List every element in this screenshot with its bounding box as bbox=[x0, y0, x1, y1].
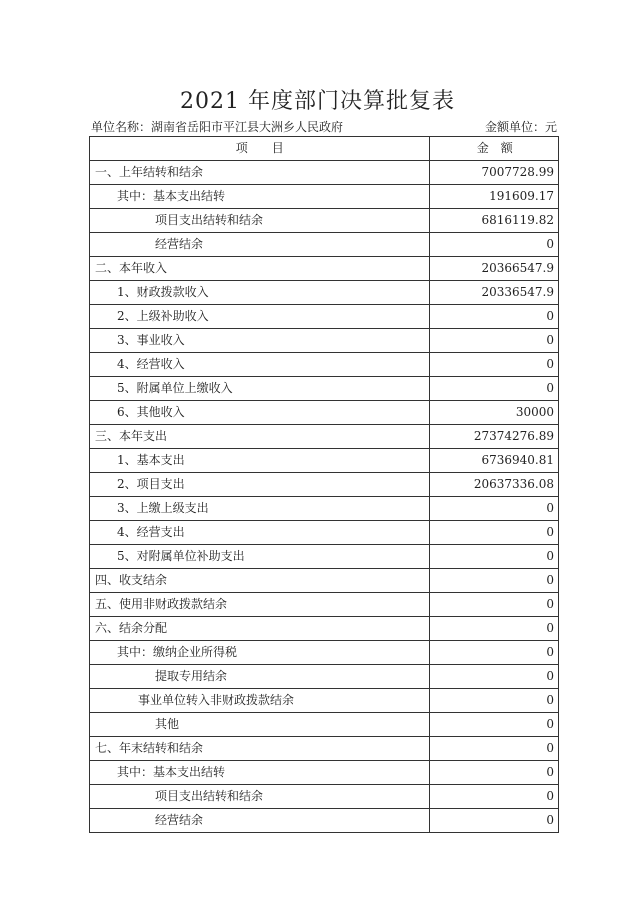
row-label: 1、基本支出 bbox=[90, 449, 430, 473]
row-amount: 20366547.9 bbox=[430, 257, 559, 281]
table-row bbox=[90, 617, 559, 641]
row-label: 一、上年结转和结余 bbox=[90, 161, 430, 185]
row-amount: 0 bbox=[430, 689, 559, 713]
table-row bbox=[90, 737, 559, 761]
table-row bbox=[90, 665, 559, 689]
row-label: 5、附属单位上缴收入 bbox=[90, 377, 430, 401]
row-label: 5、对附属单位补助支出 bbox=[90, 545, 430, 569]
table-row bbox=[90, 545, 559, 569]
row-label: 2、项目支出 bbox=[90, 473, 430, 497]
table-row bbox=[90, 425, 559, 449]
header-item: 项 目 bbox=[90, 137, 430, 161]
table-row bbox=[90, 761, 559, 785]
row-amount: 20637336.08 bbox=[430, 473, 559, 497]
table-row bbox=[90, 569, 559, 593]
row-label: 经营结余 bbox=[90, 809, 430, 833]
row-label: 3、事业收入 bbox=[90, 329, 430, 353]
row-label: 二、本年收入 bbox=[90, 257, 430, 281]
row-label: 六、结余分配 bbox=[90, 617, 430, 641]
row-amount: 0 bbox=[430, 545, 559, 569]
row-amount: 0 bbox=[430, 809, 559, 833]
row-amount: 30000 bbox=[430, 401, 559, 425]
row-amount: 0 bbox=[430, 233, 559, 257]
row-amount: 0 bbox=[430, 521, 559, 545]
row-label: 三、本年支出 bbox=[90, 425, 430, 449]
row-label: 项目支出结转和结余 bbox=[90, 785, 430, 809]
row-label: 4、经营收入 bbox=[90, 353, 430, 377]
row-label: 项目支出结转和结余 bbox=[90, 209, 430, 233]
table-row bbox=[90, 497, 559, 521]
row-label: 1、财政拨款收入 bbox=[90, 281, 430, 305]
table-row bbox=[90, 521, 559, 545]
unit-name: 单位名称：湖南省岳阳市平江县大洲乡人民政府 bbox=[91, 120, 344, 134]
row-amount: 0 bbox=[430, 665, 559, 689]
table-header-row bbox=[90, 137, 559, 161]
row-amount: 0 bbox=[430, 713, 559, 737]
row-label: 其他 bbox=[90, 713, 430, 737]
header-amount: 金 额 bbox=[430, 137, 559, 161]
table-row bbox=[90, 449, 559, 473]
row-amount: 27374276.89 bbox=[430, 425, 559, 449]
row-label: 2、上级补助收入 bbox=[90, 305, 430, 329]
row-amount: 0 bbox=[430, 329, 559, 353]
table-row bbox=[90, 809, 559, 833]
row-label: 七、年末结转和结余 bbox=[90, 737, 430, 761]
row-amount: 191609.17 bbox=[430, 185, 559, 209]
budget-approval-table bbox=[89, 136, 559, 833]
row-amount: 0 bbox=[430, 641, 559, 665]
row-label: 经营结余 bbox=[90, 233, 430, 257]
table-row bbox=[90, 377, 559, 401]
row-amount: 0 bbox=[430, 617, 559, 641]
table-row bbox=[90, 233, 559, 257]
table-row bbox=[90, 641, 559, 665]
currency-unit: 金额单位：元 bbox=[484, 120, 557, 134]
row-amount: 0 bbox=[430, 737, 559, 761]
table-row bbox=[90, 161, 559, 185]
row-amount: 7007728.99 bbox=[430, 161, 559, 185]
row-label: 其中：基本支出结转 bbox=[90, 185, 430, 209]
row-label: 其中：基本支出结转 bbox=[90, 761, 430, 785]
row-label: 6、其他收入 bbox=[90, 401, 430, 425]
row-label: 4、经营支出 bbox=[90, 521, 430, 545]
row-amount: 0 bbox=[430, 593, 559, 617]
row-amount: 0 bbox=[430, 377, 559, 401]
row-label: 提取专用结余 bbox=[90, 665, 430, 689]
row-label: 其中：缴纳企业所得税 bbox=[90, 641, 430, 665]
row-amount: 0 bbox=[430, 761, 559, 785]
row-amount: 6816119.82 bbox=[430, 209, 559, 233]
row-amount: 6736940.81 bbox=[430, 449, 559, 473]
row-amount: 0 bbox=[430, 353, 559, 377]
table-row bbox=[90, 401, 559, 425]
row-amount: 0 bbox=[430, 497, 559, 521]
table-row bbox=[90, 257, 559, 281]
row-amount: 0 bbox=[430, 305, 559, 329]
table-row bbox=[90, 785, 559, 809]
table-row bbox=[90, 305, 559, 329]
row-label: 事业单位转入非财政拨款结余 bbox=[90, 689, 430, 713]
table-row bbox=[90, 329, 559, 353]
row-label: 四、收支结余 bbox=[90, 569, 430, 593]
table-row bbox=[90, 353, 559, 377]
row-label: 五、使用非财政拨款结余 bbox=[90, 593, 430, 617]
table-row bbox=[90, 689, 559, 713]
row-amount: 20336547.9 bbox=[430, 281, 559, 305]
page-title: 2021 年度部门决算批复表 bbox=[180, 89, 455, 114]
row-amount: 0 bbox=[430, 569, 559, 593]
table-row bbox=[90, 209, 559, 233]
table-row bbox=[90, 185, 559, 209]
table-row bbox=[90, 713, 559, 737]
table-row bbox=[90, 593, 559, 617]
row-amount: 0 bbox=[430, 785, 559, 809]
table-row bbox=[90, 473, 559, 497]
row-label: 3、上缴上级支出 bbox=[90, 497, 430, 521]
table-row bbox=[90, 281, 559, 305]
